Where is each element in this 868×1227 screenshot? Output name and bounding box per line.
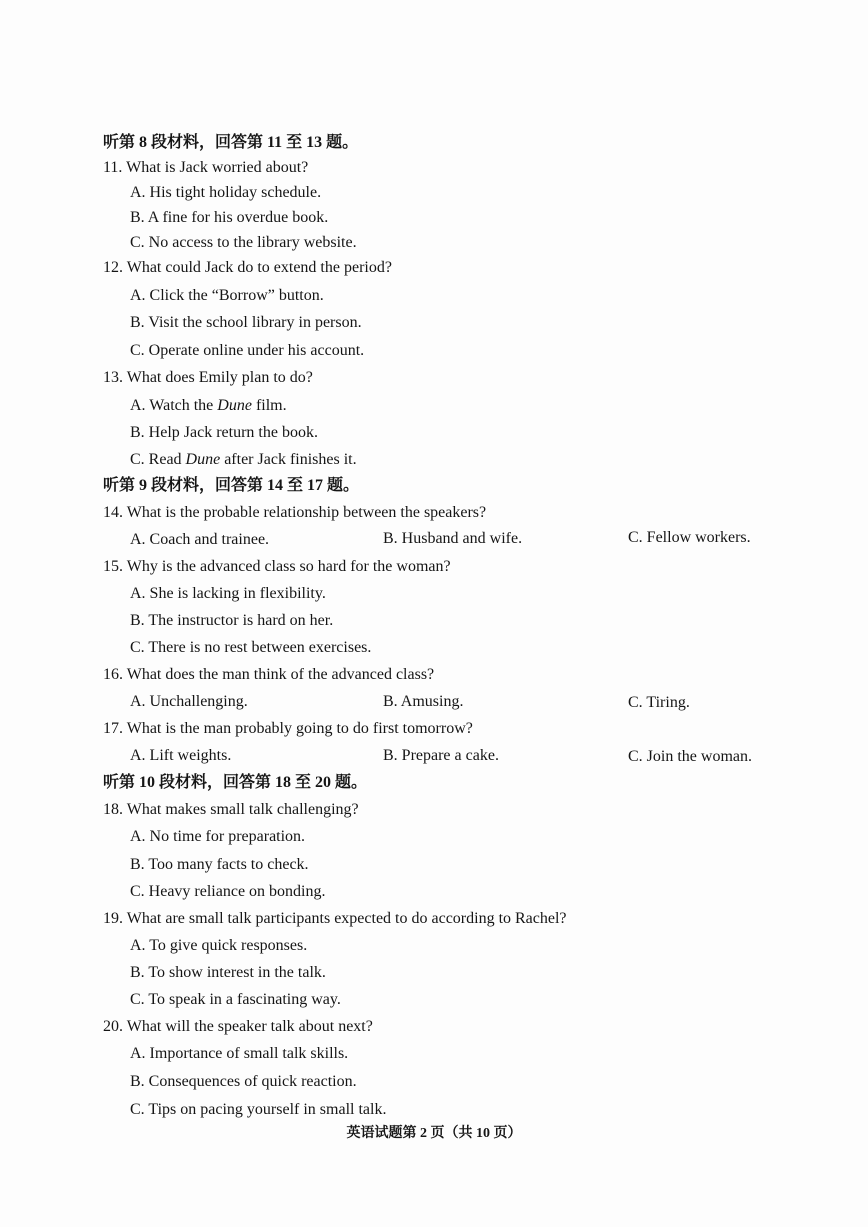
- question-15: 15. Why is the advanced class so hard for the woman?: [103, 558, 451, 575]
- q16-option-a: A. Unchallenging.: [130, 693, 248, 710]
- section-heading-10: 听第 10 段材料，回答第 18 至 20 题。: [103, 774, 368, 791]
- q16-option-c: C. Tiring.: [628, 694, 690, 711]
- q17-option-c: C. Join the woman.: [628, 748, 752, 765]
- q11-option-a: A. His tight holiday schedule.: [130, 184, 322, 201]
- q13-option-c: [130, 450, 357, 470]
- question-20: 20. What will the speaker talk about next?: [103, 1018, 373, 1035]
- q15-option-a: A. She is lacking in flexibility.: [130, 585, 326, 602]
- q20-option-c: C. Tips on pacing yourself in small talk.: [130, 1101, 387, 1118]
- q19-option-c: C. To speak in a fascinating way.: [130, 991, 341, 1008]
- q17-option-b: B. Prepare a cake.: [383, 747, 499, 764]
- q18-option-a: A. No time for preparation.: [130, 828, 306, 845]
- q12-option-c: C. Operate online under his account.: [130, 342, 365, 359]
- question-19: 19. What are small talk participants expected to do according to Rachel?: [103, 910, 567, 927]
- question-18: 18. What makes small talk challenging?: [103, 801, 359, 818]
- q19-option-b: B. To show interest in the talk.: [130, 964, 326, 981]
- question-11: 11. What is Jack worried about?: [103, 159, 309, 176]
- q19-option-a: A. To give quick responses.: [130, 937, 308, 954]
- page-footer: 英语试题第 2 页（共 10 页）: [346, 1126, 522, 1141]
- question-13: 13. What does Emily plan to do?: [103, 369, 313, 386]
- q14-option-c: C. Fellow workers.: [628, 529, 751, 546]
- section-heading-8: 听第 8 段材料，回答第 11 至 13 题。: [103, 134, 359, 151]
- q20-option-b: B. Consequences of quick reaction.: [130, 1073, 357, 1090]
- question-17: 17. What is the man probably going to do first tomorrow?: [103, 720, 473, 737]
- q14-option-b: B. Husband and wife.: [383, 530, 523, 547]
- question-12: 12. What could Jack do to extend the period?: [103, 259, 392, 276]
- q16-option-b: B. Amusing.: [383, 693, 464, 710]
- question-14: 14. What is the probable relationship between the speakers?: [103, 504, 487, 521]
- q15-option-b: B. The instructor is hard on her.: [130, 612, 334, 629]
- q11-option-c: C. No access to the library website.: [130, 234, 357, 251]
- q13-option-a: [130, 396, 287, 416]
- q13-a-title: Dune: [217, 397, 252, 414]
- question-16: 16. What does the man think of the advanced class?: [103, 666, 435, 683]
- q20-option-a: A. Importance of small talk skills.: [130, 1045, 349, 1062]
- q18-option-b: B. Too many facts to check.: [130, 856, 309, 873]
- q13-a-prefix: A. Watch the: [130, 397, 218, 414]
- q11-option-b: B. A fine for his overdue book.: [130, 209, 329, 226]
- q13-c-title: Dune: [185, 451, 221, 468]
- q12-option-a: A. Click the “Borrow” button.: [130, 287, 324, 304]
- q15-option-c: C. There is no rest between exercises.: [130, 639, 372, 656]
- q13-a-suffix: film.: [251, 397, 287, 414]
- q13-option-b: B. Help Jack return the book.: [130, 424, 318, 441]
- q18-option-c: C. Heavy reliance on bonding.: [130, 883, 326, 900]
- q17-option-a: A. Lift weights.: [130, 747, 232, 764]
- q14-option-a: A. Coach and trainee.: [130, 531, 270, 548]
- q13-c-suffix: after Jack finishes it.: [220, 451, 357, 468]
- section-heading-9: 听第 9 段材料，回答第 14 至 17 题。: [103, 477, 360, 494]
- q12-option-b: B. Visit the school library in person.: [130, 314, 362, 331]
- q13-c-prefix: C. Read: [130, 451, 186, 468]
